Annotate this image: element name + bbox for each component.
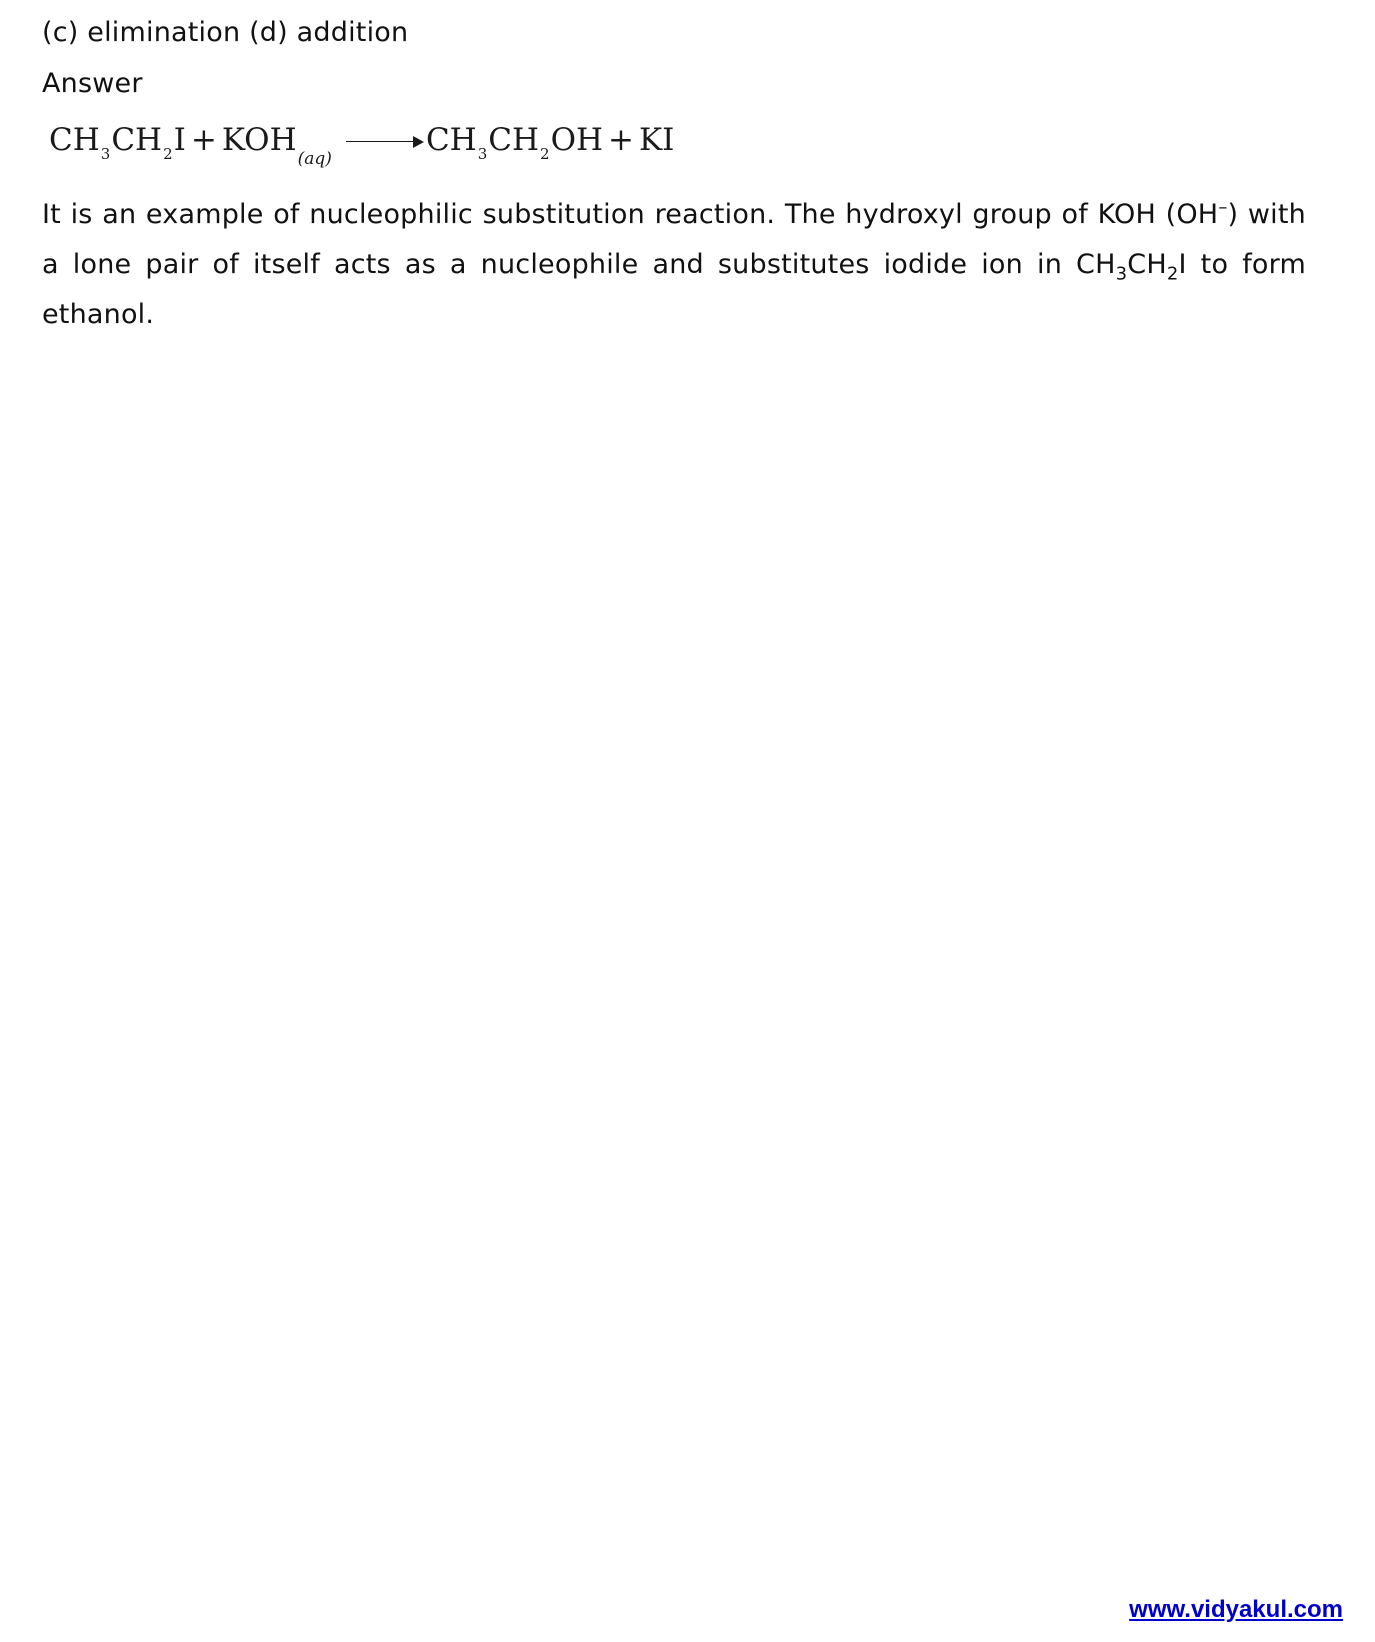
reaction-arrow-icon <box>346 135 424 149</box>
product-ki: KI <box>639 122 675 158</box>
reactant-ethyl-iodide: $CH_3CH_2I$ <box>49 122 186 163</box>
reactant-koh: $KOH_{(aq)}$ <box>221 122 332 169</box>
options-line: (c) elimination (d) addition <box>42 17 409 48</box>
plus-sign: + <box>608 122 634 158</box>
answer-label: Answer <box>42 68 143 99</box>
chemical-equation <box>49 120 675 169</box>
aqueous-state: (aq) <box>297 149 332 169</box>
plus-sign: + <box>190 122 217 158</box>
product-ethanol: $CH_3CH_2OH$ <box>425 122 604 163</box>
explanation-paragraph: It is an example of nucleophilic substitution reaction. The hydroxyl group of KOH (OH–) with a lone pair of itself acts as a nucleophile and substitutes iodide ion in $CH_3CH_2I$ to form ethanol. <box>42 197 1306 330</box>
footer-website-link[interactable]: www.vidyakul.com <box>1129 1596 1343 1623</box>
